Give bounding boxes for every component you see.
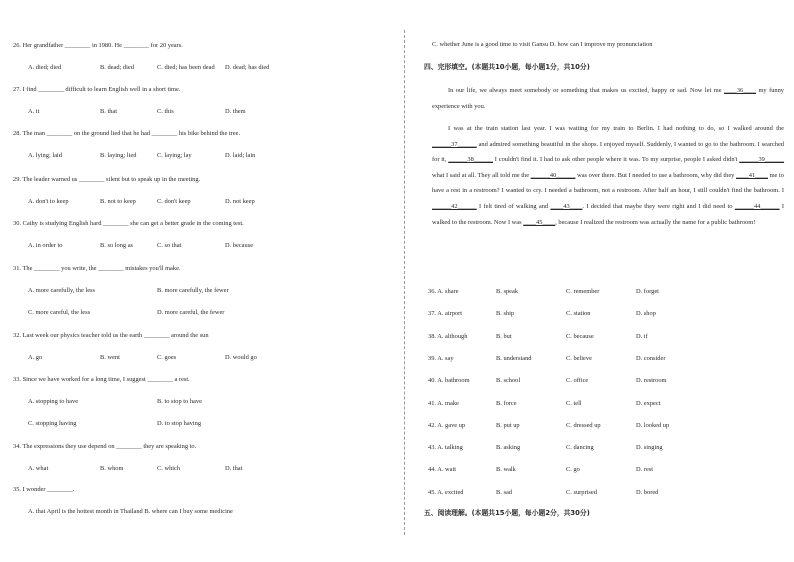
question-31-stem: 31. The ________ you write, the ________ mistakes you'll make. xyxy=(13,265,181,272)
question-33-option: D. to stop having xyxy=(157,420,202,427)
passage-text: what I said at all. They all told me the xyxy=(432,171,531,179)
passage-text: . I decided that maybe they were right and I did need to xyxy=(582,202,735,210)
passage-paragraph-2 xyxy=(432,121,784,230)
passage-text: In our life, we always meet somebody or something that makes us excited, happy or sad. Now let me xyxy=(448,87,725,94)
question-26-option: D. dead; has died xyxy=(225,64,270,71)
blank: ____36____ xyxy=(724,87,756,94)
question-34-stem: 34. The expressions they use depend on ________ they are speaking to. xyxy=(13,443,197,450)
cloze-39-option: B. understand xyxy=(496,354,532,362)
cloze-36-option: D. forget xyxy=(636,288,659,295)
question-33-option: C. stopping having xyxy=(28,420,77,427)
section-5-title: 五、阅读理解。(本题共15小题，每小题2分，共30分) xyxy=(424,509,590,517)
cloze-40-option: 40. A. bathroom xyxy=(428,377,470,385)
cloze-36-option: C. remember xyxy=(566,288,600,295)
question-32-option: C. goes xyxy=(157,354,177,361)
passage-paragraph-1 xyxy=(432,83,784,114)
blank: ____45____ xyxy=(523,218,556,226)
question-30-option: C. so that xyxy=(157,242,182,249)
question-32-option: D. would go xyxy=(225,354,257,361)
cloze-43-option: B. asking xyxy=(496,444,521,452)
cloze-43-option: C. dancing xyxy=(566,444,594,452)
passage-text: and admired something beautiful in the shops. I enjoyed myself. Suddenly, I wanted to go to the bathroom. I searched for it, xyxy=(432,140,784,164)
cloze-42-option: B. put up xyxy=(496,421,520,429)
cloze-39-option: D. consider xyxy=(636,354,666,362)
cloze-38-option: D. if xyxy=(636,332,648,340)
cloze-36-option: B. speak xyxy=(496,288,519,295)
cloze-40-option: C. office xyxy=(566,377,589,385)
cloze-41-option: C. tell xyxy=(566,399,582,407)
cloze-41-option: B. force xyxy=(496,399,517,407)
passage-text: , because I realized the restroom was actually the name for a public bathroom! xyxy=(555,218,756,226)
blank: ______44______ xyxy=(734,202,780,210)
question-26-stem: 26. Her grandfather ________ in 1980. He ________ for 20 years. xyxy=(13,42,183,49)
cloze-43-option: 43. A. talking xyxy=(428,444,463,452)
question-29-option: A. don't to keep xyxy=(28,198,69,205)
cloze-37-option: C. station xyxy=(566,310,591,318)
question-27-stem: 27. I find ________ difficult to learn English well in a short time. xyxy=(13,86,181,93)
passage-text: I walked to the restroom. Now I was xyxy=(432,202,785,226)
question-28-option: C. laying; lay xyxy=(157,152,192,159)
question-33-option: A. stopping to have xyxy=(28,398,79,405)
cloze-38-option: 38. A. although xyxy=(428,332,468,340)
question-31-option: A. more carefully, the less xyxy=(28,287,96,294)
passage-text: was over there. But I needed to use a bathroom, why did they xyxy=(575,171,736,179)
question-27-option: C. this xyxy=(157,108,174,115)
cloze-45-option: 45. A. excited xyxy=(428,488,464,496)
question-33-option: B. to stop to have xyxy=(157,398,202,405)
question-29-option: D. not keep xyxy=(225,198,255,205)
q35-options-continued: C. whether June is a good time to visit Gansu D. how can I improve my pronunciation xyxy=(432,41,653,48)
question-30-stem: 30. Cathy is studying English hard ________ she can get a better grade in the coming test. xyxy=(13,220,244,227)
section-4-title: 四、完形填空。(本题共10小题，每小题1分，共10分) xyxy=(424,63,590,71)
question-31-option: B. more carefully, the fewer xyxy=(157,287,229,294)
question-29-stem: 29. The leader warned us ________ silent but to speak up in the meeting. xyxy=(13,176,201,183)
passage-text: my funny experience with you. xyxy=(432,87,784,110)
cloze-37-option: D. shop xyxy=(636,310,656,318)
passage-text: I couldn't find it. I had to ask other people where it was. To my surprise, people I asked didn't xyxy=(492,156,740,164)
question-28-stem: 28. The man ________ on the ground lied that he had ________ his bike behind the tree. xyxy=(13,130,241,137)
cloze-41-option: D. expect xyxy=(636,399,661,407)
cloze-42-option: D. looked up xyxy=(636,421,670,429)
cloze-39-option: C. believe xyxy=(566,354,592,362)
cloze-42-option: C. dressed up xyxy=(566,421,601,429)
cloze-36-option: 36. A. share xyxy=(428,288,459,295)
cloze-37-option: 37. A. airport xyxy=(428,310,463,318)
cloze-40-option: B. school xyxy=(496,377,521,385)
cloze-40-option: D. restroom xyxy=(636,377,667,385)
question-32-option: B. went xyxy=(100,354,120,361)
question-26-option: B. dead; died xyxy=(100,64,134,71)
cloze-44-option: B. walk xyxy=(496,466,516,474)
passage-text: me to have a rest in a restroom? I wanted to cry. I needed a bathroom, not a restroom. After half an hour, I still couldn't find the bathroom. I xyxy=(432,171,784,195)
cloze-45-option: D. bored xyxy=(636,488,659,496)
question-32-stem: 32. Last week our physics teacher told us the earth ________ around the sun xyxy=(13,332,209,339)
question-34-option: D. that xyxy=(225,465,243,472)
cloze-43-option: D. singing xyxy=(636,444,663,452)
blank: ______42______ xyxy=(432,202,477,210)
question-28-option: A. lying; laid xyxy=(28,152,62,159)
cloze-44-option: 44. A. wait xyxy=(428,466,457,474)
question-28-option: B. laying; lied xyxy=(100,152,137,159)
question-27-option: A. it xyxy=(28,108,40,115)
question-31-option: C. more careful, the less xyxy=(28,309,91,316)
question-27-option: D. them xyxy=(225,108,246,115)
right-column xyxy=(404,0,794,562)
question-34-option: A. what xyxy=(28,465,49,472)
passage-text: I felt tired of walking and xyxy=(476,202,551,210)
cloze-39-option: 39. A. say xyxy=(428,354,454,362)
blank: ____41____ xyxy=(736,171,768,179)
cloze-42-option: 42. A. gave up xyxy=(428,421,466,429)
cloze-44-option: C. go xyxy=(566,466,580,474)
blank: ______37______ xyxy=(432,140,477,148)
question-29-option: C. don't keep xyxy=(157,198,191,205)
question-35-option: A. that April is the hottest month in Thailand B. where can I buy some medicine xyxy=(28,508,233,515)
cloze-41-option: 41. A. make xyxy=(428,399,459,407)
cloze-45-option: B. sad xyxy=(496,488,512,496)
question-33-stem: 33. Since we have worked for a long time, I suggest ________ a rest. xyxy=(13,376,190,383)
question-35-stem: 35. I wonder ________. xyxy=(13,486,75,493)
cloze-38-option: C. because xyxy=(566,332,594,340)
passage-text: I was at the train station last year. I was waiting for my train to Berlin. I had nothing to do, so I walked around the xyxy=(448,125,784,132)
cloze-45-option: C. surprised xyxy=(566,488,597,496)
question-27-option: B. that xyxy=(100,108,118,115)
question-34-option: C. which xyxy=(157,465,181,472)
question-31-option: D. more careful, the fewer xyxy=(157,309,225,316)
blank: ____43____ xyxy=(550,202,583,210)
blank: ______40______ xyxy=(530,171,576,179)
cloze-38-option: B. but xyxy=(496,332,512,340)
cloze-44-option: D. rest xyxy=(636,466,654,474)
question-30-option: A. in order to xyxy=(28,242,63,249)
question-29-option: B. not to keep xyxy=(100,198,136,205)
cloze-37-option: B. ship xyxy=(496,310,515,318)
question-28-option: D. laid; lain xyxy=(225,152,256,159)
question-26-option: C. died; has been dead xyxy=(157,64,215,71)
blank: ______39______ xyxy=(739,156,785,164)
question-30-option: B. so long as xyxy=(100,242,134,249)
blank: ______38______ xyxy=(448,156,493,164)
question-32-option: A. go xyxy=(28,354,43,361)
question-30-option: D. because xyxy=(225,242,254,249)
question-26-option: A. died; died xyxy=(28,64,62,71)
question-34-option: B. whom xyxy=(100,465,124,472)
